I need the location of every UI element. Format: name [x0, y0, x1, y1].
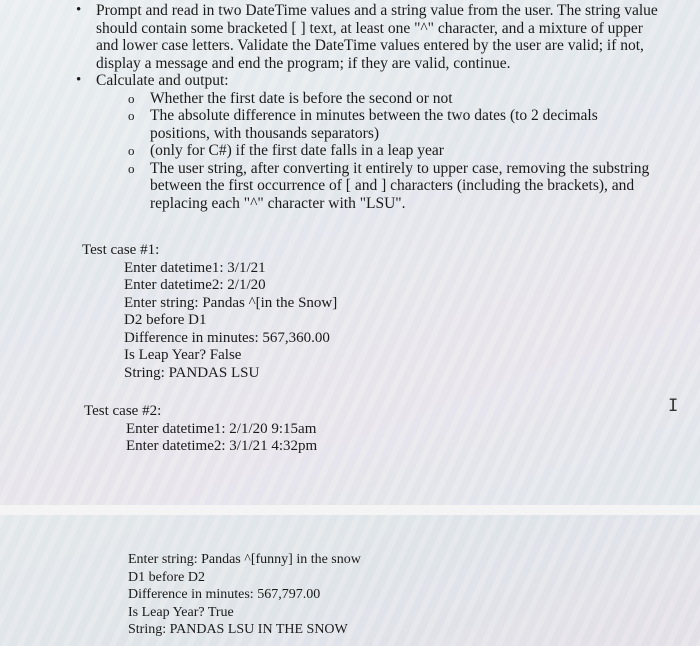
- circle-bullet-icon: o: [128, 143, 135, 158]
- circle-bullet-icon: o: [128, 108, 135, 123]
- sub-item-date-order: o Whether the first date is before the second or not: [128, 89, 453, 107]
- bullet-item-calculate: • Calculate and output: o Whether the first date is before the second or not o The absolute difference in minutes between the two dates (to 2 decimals positions, with thousands separators) o (only for C#) if the first date falls in a leap year o The user string, after converting it entirely to upper case, removing the substring between the first occurrence of [ and ] characters (including the brackets), and replacing each "^" character with "LSU".: [78, 72, 658, 212]
- test-case-1-heading: Test case #1:: [82, 242, 160, 258]
- output-line: Is Leap Year? True: [128, 604, 234, 620]
- test-case-2-continued: [86, 551, 361, 639]
- output-line: String: PANDAS LSU: [124, 364, 260, 381]
- output-line: String: PANDAS LSU IN THE SNOW: [128, 622, 348, 637]
- output-line: Is Leap Year? False: [124, 347, 242, 363]
- test-case-2: [84, 403, 317, 456]
- output-line: Difference in minutes: 567,797.00: [128, 587, 321, 602]
- sub-item-difference: o The absolute difference in minutes between the two dates (to 2 decimals positions, with thousands separators): [128, 107, 598, 142]
- sub-item-leap-year: o (only for C#) if the first date falls in a leap year: [128, 142, 444, 159]
- text-cursor-icon: I: [668, 396, 679, 416]
- test-case-2-heading: Test case #2:: [84, 403, 162, 419]
- circle-bullet-icon: o: [128, 90, 135, 106]
- output-line: Enter datetime2: 2/1/20: [124, 277, 266, 293]
- test-case-1: [82, 242, 337, 382]
- output-line: Enter string: Pandas ^[funny] in the snow: [128, 552, 361, 567]
- page-divider: [0, 505, 700, 515]
- output-line: D2 before D1: [124, 312, 207, 328]
- output-line: Enter datetime2: 3/1/21 4:32pm: [126, 438, 318, 454]
- bullet-item-prompt: • Prompt and read in two DateTime values and a string value from the user. The string value should contain some bracketed [ ] text, at least one "^" character, and a mixture of upper and lower case letters. Validate the DateTime values entered by the user are valid; if not, display a message and end the program; if they are valid, continue.: [78, 2, 658, 72]
- requirements-list: [78, 2, 658, 212]
- circle-bullet-icon: o: [128, 160, 135, 176]
- output-line: D1 before D2: [128, 569, 205, 585]
- output-line: Difference in minutes: 567,360.00: [124, 329, 330, 346]
- calculate-sublist: [96, 90, 658, 213]
- output-line: Enter string: Pandas ^[in the Snow]: [124, 294, 338, 311]
- output-line: Enter datetime1: 3/1/21: [124, 259, 266, 276]
- output-line: Enter datetime1: 2/1/20 9:15am: [126, 420, 317, 437]
- sub-item-user-string: o The user string, after converting it entirely to upper case, removing the substring between the first occurrence of [ and ] characters (including the brackets), and replacing each "^" character with "LSU".: [128, 159, 650, 212]
- document-page-continued: [0, 515, 700, 646]
